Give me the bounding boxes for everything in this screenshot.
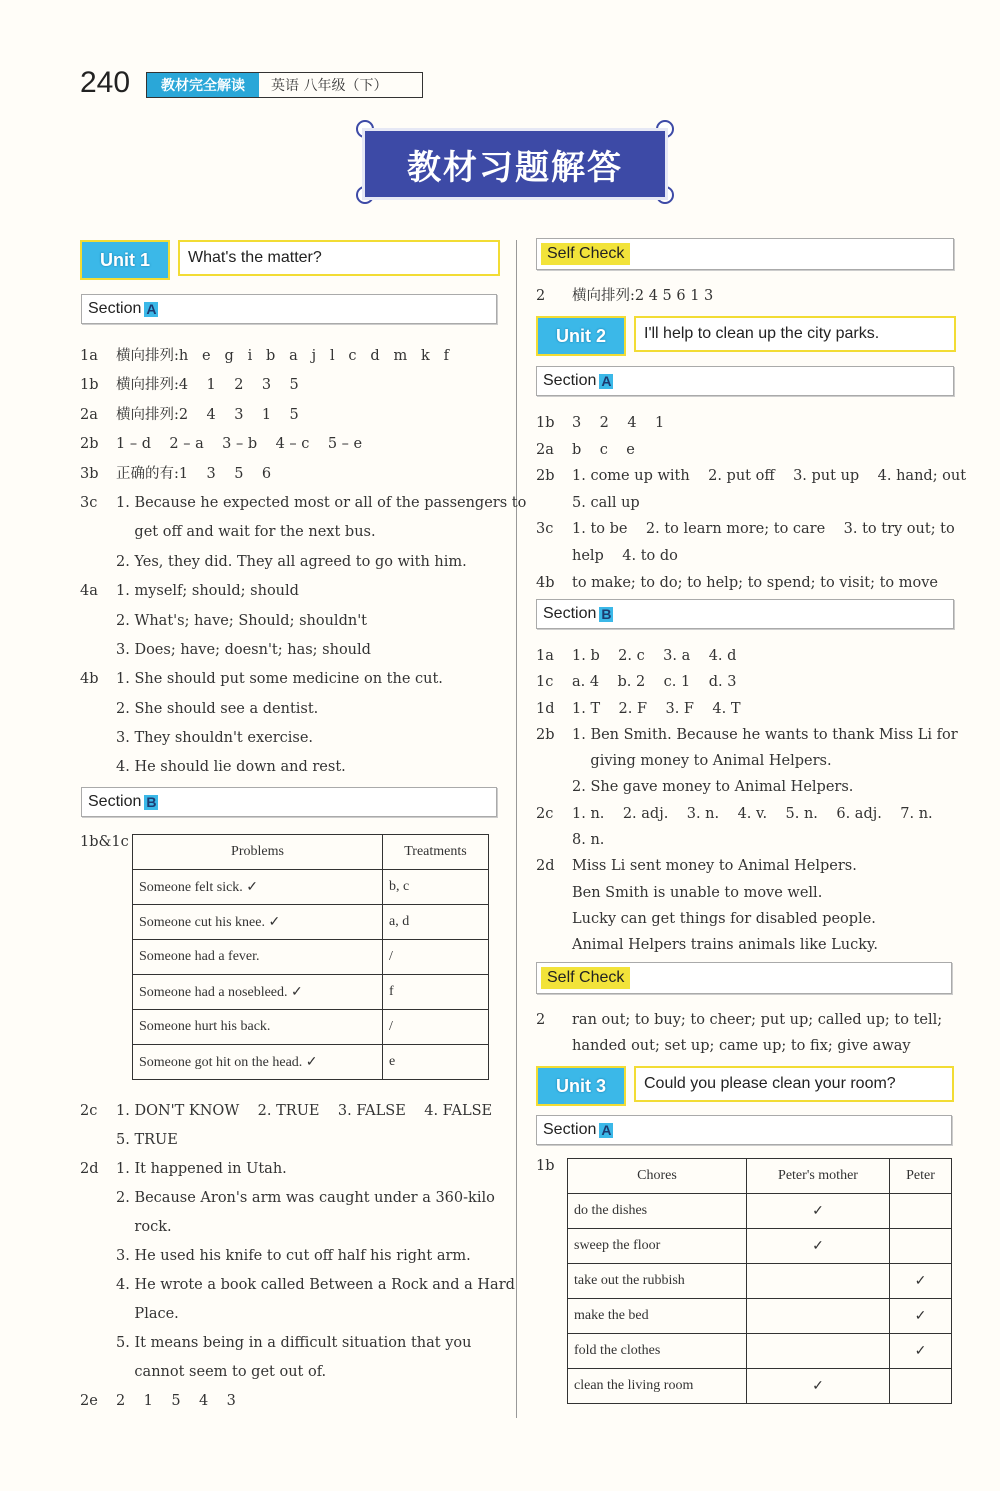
answer-text: 5. TRUE	[116, 1132, 178, 1148]
question-number: 3c	[536, 521, 554, 538]
answer-text: handed out; set up; came up; to fix; give away	[572, 1038, 911, 1054]
answer-text: 4. He wrote a book called Between a Rock and a Hard	[116, 1277, 515, 1293]
answer-line	[536, 490, 976, 517]
chores-table	[567, 1158, 952, 1404]
answer-line	[536, 437, 976, 464]
table-row	[133, 940, 489, 975]
table-cell	[890, 1194, 952, 1229]
table-cell: Someone had a nosebleed. ✓	[133, 975, 383, 1010]
table-cell: ✓	[747, 1229, 890, 1264]
answer-line	[80, 401, 510, 430]
answer-text: Animal Helpers trains animals like Lucky.	[572, 937, 878, 954]
question-number: 1b	[536, 415, 555, 431]
section-label: Section	[88, 793, 142, 810]
table-cell: sweep the floor	[568, 1229, 747, 1264]
column-header: Peter	[890, 1159, 952, 1194]
answer-line	[80, 548, 510, 577]
answer-text: 4. He should lie down and rest.	[116, 759, 346, 776]
answer-line	[80, 1300, 510, 1329]
unit1-section-a-answers	[80, 342, 527, 783]
answer-text: 正确的有:1 3 5 6	[116, 465, 272, 482]
answer-line	[536, 722, 976, 748]
answer-line	[536, 906, 976, 932]
question-number: 2c	[80, 1103, 98, 1119]
answer-text: 5. call up	[572, 494, 640, 511]
question-number: 2b	[80, 436, 99, 453]
answer-line	[536, 410, 976, 437]
table-cell: clean the living room	[568, 1369, 747, 1404]
unit-title: I'll help to clean up the city parks.	[634, 316, 956, 352]
table-cell	[890, 1229, 952, 1264]
answer-line	[536, 516, 976, 543]
unit2-section-a-answers	[536, 410, 976, 596]
answer-text: 1. n. 2. adj. 3. n. 4. v. 5. n. 6. adj. 7. n.	[572, 805, 933, 822]
table-row	[568, 1334, 952, 1369]
self-check-header	[536, 962, 952, 994]
question-number: 2d	[80, 1161, 99, 1177]
answer-text: 2. Because Aron's arm was caught under a 360-kilo	[116, 1190, 495, 1206]
answer-line	[80, 460, 510, 489]
question-number: 2b	[536, 468, 555, 485]
question-number: 1d	[536, 700, 555, 717]
section-b-header	[81, 787, 497, 817]
section-letter: A	[601, 1121, 612, 1138]
answer-line	[80, 1097, 510, 1126]
answer-line	[536, 696, 976, 722]
unit1-section-b-answers	[80, 1097, 515, 1416]
section-b-header	[536, 599, 954, 629]
table-row	[568, 1194, 952, 1229]
answer-text: b c e	[572, 441, 635, 458]
answer-line	[80, 1184, 510, 1213]
answer-line	[80, 1213, 510, 1242]
unit-tag: Unit 3	[536, 1066, 626, 1106]
answer-text: rock.	[116, 1219, 172, 1235]
answer-text: 1. Because he expected most or all of the passengers to	[116, 494, 527, 511]
answer-text: 1. to be 2. to learn more; to care 3. to try out; to	[572, 521, 955, 538]
section-letter: A	[601, 372, 612, 389]
answer-line	[80, 1126, 510, 1155]
answer-line	[80, 489, 527, 518]
answer-text: 横向排列:2 4 3 1 5	[116, 406, 299, 423]
question-number: 1a	[80, 348, 98, 364]
section-letter: A	[146, 300, 157, 317]
question-number: 2a	[536, 441, 554, 458]
answer-line	[80, 1387, 510, 1416]
question-number: 2	[536, 1012, 546, 1028]
unit2-self-check-answers	[536, 1007, 976, 1059]
table-row	[568, 1369, 952, 1404]
table-cell	[747, 1334, 890, 1369]
question-number: 2b	[536, 726, 555, 743]
self-check-header	[536, 238, 954, 270]
answer-line	[80, 724, 510, 753]
question-number: 3c	[80, 494, 98, 511]
answer-line	[536, 1007, 976, 1033]
column-header: Problems	[133, 835, 383, 870]
answer-text: Ben Smith is unable to move well.	[572, 884, 823, 901]
question-number: 2e	[80, 1393, 98, 1409]
table-cell: Someone felt sick. ✓	[133, 870, 383, 905]
question-number: 2	[536, 288, 546, 304]
table-cell: fold the clothes	[568, 1334, 747, 1369]
table-row	[133, 1010, 489, 1045]
section-label: Section	[543, 372, 597, 389]
book-title: 教材完全解读	[147, 73, 259, 97]
section-letter: B	[146, 793, 157, 810]
answer-text: 3. They shouldn't exercise.	[116, 730, 314, 747]
table-cell: Someone got hit on the head. ✓	[133, 1045, 383, 1080]
answer-text: 2. What's; have; Should; shouldn't	[116, 612, 368, 629]
column-header: Peter's mother	[747, 1159, 890, 1194]
answer-text: 2. She should see a dentist.	[116, 700, 319, 717]
answer-line	[536, 774, 976, 800]
answer-text: 横向排列:2 4 5 6 1 3	[572, 288, 714, 304]
self-check-label: Self Check	[541, 243, 630, 265]
answer-line	[536, 880, 976, 906]
column-header: Treatments	[383, 835, 489, 870]
question-number: 4b	[536, 574, 555, 591]
self-check-label: Self Check	[541, 967, 630, 989]
answer-text: 2. Yes, they did. They all agreed to go with him.	[116, 553, 467, 570]
section-letter: B	[601, 605, 612, 622]
question-number: 2c	[536, 805, 554, 822]
answer-text: to make; to do; to help; to spend; to visit; to move	[572, 574, 938, 591]
answer-line	[536, 669, 976, 695]
answer-text: 1. She should put some medicine on the cut.	[116, 671, 443, 688]
answer-text: ran out; to buy; to cheer; put up; called up; to tell;	[572, 1012, 943, 1028]
table-cell: e	[383, 1045, 489, 1080]
answer-text: cannot seem to get out of.	[116, 1364, 327, 1380]
answer-line	[536, 827, 976, 853]
problems-table	[132, 834, 489, 1080]
table-cell: Someone cut his knee. ✓	[133, 905, 383, 940]
answer-line	[80, 1271, 515, 1300]
answer-line	[80, 1155, 510, 1184]
answer-text: 1. come up with 2. put off 3. put up 4. hand; out	[572, 468, 967, 485]
answer-line	[80, 636, 510, 665]
unit-title: What's the matter?	[178, 240, 500, 276]
answer-text: get off and wait for the next bus.	[116, 524, 376, 541]
question-number: 4a	[80, 583, 98, 600]
section-label: Section	[88, 300, 142, 317]
answer-text: Miss Li sent money to Animal Helpers.	[572, 858, 857, 875]
answer-line	[80, 371, 510, 400]
answer-line	[536, 463, 976, 490]
answer-line	[536, 1033, 976, 1059]
answer-line	[80, 577, 510, 606]
answer-line	[536, 748, 976, 774]
question-number: 2a	[80, 406, 98, 423]
table-row	[568, 1229, 952, 1264]
answer-line	[80, 518, 510, 547]
table-cell: Someone had a fever.	[133, 940, 383, 975]
table-cell	[747, 1264, 890, 1299]
table-cell: ✓	[890, 1264, 952, 1299]
answer-line	[536, 932, 976, 958]
answer-line	[536, 543, 976, 570]
table-cell: a, d	[383, 905, 489, 940]
answer-text: 3. He used his knife to cut off half his right arm.	[116, 1248, 471, 1264]
answer-text: 1. T 2. F 3. F 4. T	[572, 700, 741, 717]
answer-text: Lucky can get things for disabled people.	[572, 910, 876, 927]
table-cell: ✓	[747, 1369, 890, 1404]
table-cell	[890, 1369, 952, 1404]
table-row	[133, 975, 489, 1010]
answer-line	[80, 695, 510, 724]
table-cell: /	[383, 1010, 489, 1045]
answer-line	[536, 801, 976, 827]
table-cell: ✓	[890, 1334, 952, 1369]
answer-line	[536, 570, 976, 597]
table-cell: ✓	[747, 1194, 890, 1229]
table-cell: Someone hurt his back.	[133, 1010, 383, 1045]
table-row	[133, 905, 489, 940]
answer-line	[80, 607, 510, 636]
table-cell: do the dishes	[568, 1194, 747, 1229]
question-number: 3b	[80, 465, 99, 482]
answer-line	[80, 753, 510, 782]
answer-text: 2. She gave money to Animal Helpers.	[572, 779, 854, 796]
section-a-header	[536, 366, 954, 396]
answer-line	[536, 284, 713, 305]
table-cell: ✓	[890, 1299, 952, 1334]
answer-text: 2 1 5 4 3	[116, 1393, 236, 1409]
answer-text: 5. It means being in a difficult situation that you	[116, 1335, 472, 1351]
table-cell: /	[383, 940, 489, 975]
question-number: 1c	[536, 674, 554, 691]
answer-line	[80, 1358, 510, 1387]
answer-text: 1. It happened in Utah.	[116, 1161, 287, 1177]
answer-text: 3. Does; have; doesn't; has; should	[116, 641, 371, 658]
unit2-section-b-answers	[536, 643, 976, 959]
main-title: 教材习题解答	[362, 128, 668, 200]
answer-line	[80, 1242, 510, 1271]
book-label	[146, 72, 423, 98]
question-number: 2d	[536, 858, 555, 875]
answer-text: 横向排列:h e g i b a j l c d m k f	[116, 348, 450, 364]
unit-title: Could you please clean your room?	[634, 1066, 954, 1102]
answer-text: 1. DON'T KNOW 2. TRUE 3. FALSE 4. FALSE	[116, 1103, 493, 1119]
answer-line	[80, 430, 510, 459]
section-label: Section	[543, 1121, 597, 1138]
question-number: 1b	[80, 377, 99, 394]
question-number: 4b	[80, 671, 99, 688]
table-label: 1b	[536, 1158, 555, 1174]
answer-line	[80, 1329, 510, 1358]
page-number: 240	[80, 66, 131, 99]
answer-text: Place.	[116, 1306, 179, 1322]
column-header: Chores	[568, 1159, 747, 1194]
table-cell	[747, 1299, 890, 1334]
section-a-header	[536, 1115, 952, 1145]
table-header-row	[133, 835, 489, 870]
answer-text: 1. b 2. c 3. a 4. d	[572, 648, 737, 664]
table-row	[133, 1045, 489, 1080]
table-header-row	[568, 1159, 952, 1194]
table-cell: take out the rubbish	[568, 1264, 747, 1299]
table-cell: make the bed	[568, 1299, 747, 1334]
section-a-header	[81, 294, 497, 324]
table-cell: f	[383, 975, 489, 1010]
answer-text: 3 2 4 1	[572, 415, 665, 431]
table-label: 1b&1c	[80, 834, 129, 850]
answer-text: 横向排列:4 1 2 3 5	[116, 377, 299, 394]
unit-tag: Unit 2	[536, 316, 626, 356]
answer-line	[80, 665, 510, 694]
book-subtitle: 英语 八年级（下）	[271, 78, 388, 94]
table-row	[568, 1299, 952, 1334]
answer-text: help 4. to do	[572, 547, 678, 564]
column-divider	[516, 240, 517, 1418]
answer-line	[536, 643, 976, 669]
table-row	[568, 1264, 952, 1299]
answer-text: 8. n.	[572, 832, 605, 849]
section-label: Section	[543, 605, 597, 622]
answer-line	[80, 342, 510, 371]
answer-text: 1 – d 2 – a 3 – b 4 – c 5 – e	[116, 436, 363, 453]
unit-tag: Unit 1	[80, 240, 170, 280]
answer-text: 1. myself; should; should	[116, 583, 299, 600]
answer-text: 1. Ben Smith. Because he wants to thank Miss Li for	[572, 726, 958, 743]
answer-line	[536, 853, 976, 879]
question-number: 1a	[536, 648, 554, 664]
answer-text: giving money to Animal Helpers.	[572, 753, 832, 770]
table-row	[133, 870, 489, 905]
table-cell: b, c	[383, 870, 489, 905]
answer-text: a. 4 b. 2 c. 1 d. 3	[572, 674, 737, 691]
